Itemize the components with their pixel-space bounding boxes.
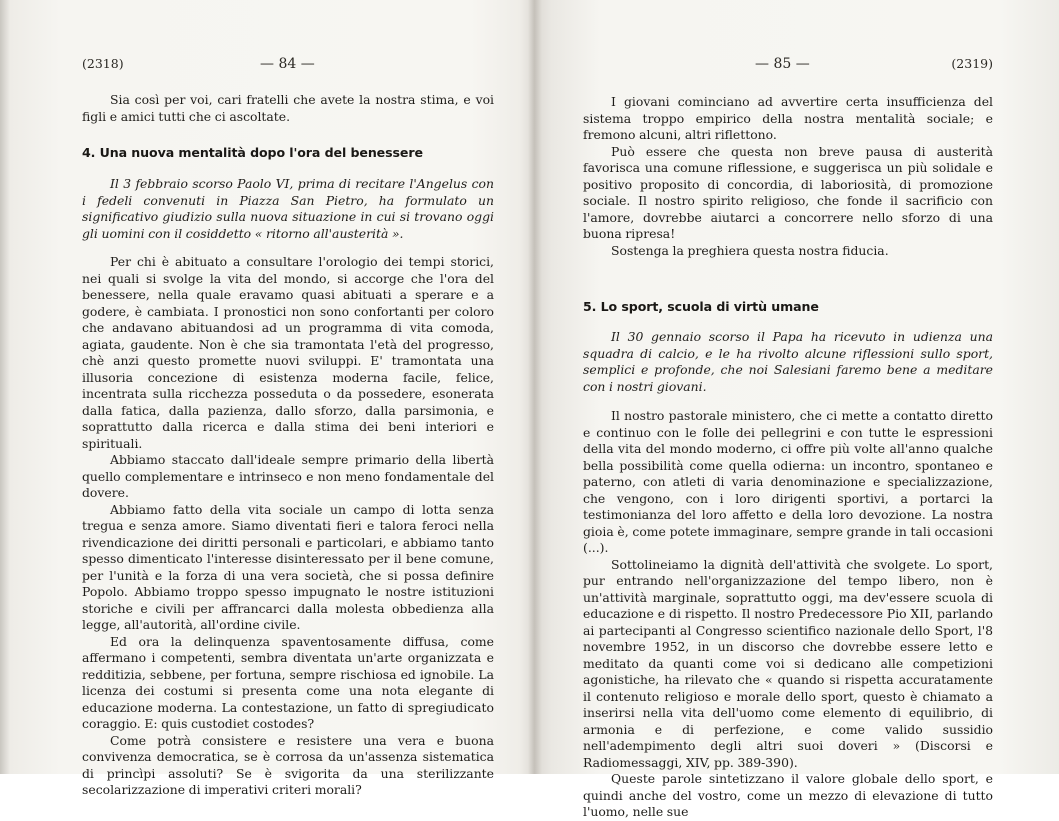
right-page: [583, 0, 993, 819]
left-page-number: — 84 —: [260, 56, 315, 72]
body-paragraph: Sottolineiamo la dignità dell'attività che svolgete. Lo sport, pur entrando nell'organizzazione del tempo libero, non è un'attività marginale, soprattutto oggi, ma dev'essere scuola di educazione e di rispetto. Il nostro Predecessore Pio XII, parlando ai partecipanti al Congresso scientifico nazionale dello Sport, l'8 novembre 1952, in un discorso che dovrebbe essere letto e meditato da quanti come voi si dedicano alle competizioni agonistiche, ha rilevato che « quando si rispetta accuratamente il contenuto religioso e morale dello sport, questo è chiamato a inserirsi nella vita dell'uomo come elemento di equilibrio, di armonia e di perfezione, e come valido sussidio nell'adempimento degli altri suoi doveri » (Discorsi e Radiomessaggi, XIV, pp. 389-390).: [583, 556, 993, 770]
body-paragraph: Queste parole sintetizzano il valore globale dello sport, e quindi anche del vostro, come un mezzo di elevazione di tutto l'uomo, nelle sue: [583, 771, 993, 819]
right-page-code: (2319): [951, 56, 993, 71]
body-paragraph: Abbiamo staccato dall'ideale sempre primario della libertà quello complementare e intrinseco e non meno fondamentale del dovere.: [82, 452, 494, 500]
left-page: [82, 0, 494, 797]
opening-paragraph: I giovani cominciano ad avvertire certa insufficienza del sistema troppo empirico della nostra mentalità sociale; e fremono alcuni, altri riflettono.: [583, 94, 993, 142]
section-heading-5: 5. Lo sport, scuola di virtù umane: [583, 299, 819, 314]
right-page-text: [583, 94, 993, 821]
opening-paragraph: Può essere che questa non breve pausa di austerità favorisca una comune riflessione, e suggerisca un più solidale e positivo proposito di concordia, di laboriosità, di promozione sociale. Il nostro spirito religioso, che fonde il sacrificio con l'amore, dovrebbe aiutarci a concorrere nello sforzo di una buona ripresa!: [583, 143, 993, 241]
left-page-code: (2318): [82, 56, 124, 71]
section-4-lead: Il 3 febbraio scorso Paolo VI, prima di recitare l'Angelus con i fedeli convenuti in Piazza San Pietro, ha formulato un significativo giudizio sulla nuova situazione in cui si trovano oggi gli uomini con il cosiddetto « ritorno all'austerità ».: [82, 176, 494, 241]
body-paragraph: Ed ora la delinquenza spaventosamente diffusa, come affermano i competenti, sembra diventata un'arte organizzata e redditizia, sebbene, per fortuna, sempre rischiosa ed ignobile. La licenza dei costumi si presenta come una nota elegante di educazione moderna. La contestazione, un fatto di spregiudicato coraggio. E: quis custodiet costodes?: [82, 633, 494, 731]
body-paragraph: Come potrà consistere e resistere una vera e buona convivenza democratica, se è corrosa da un'assenza sistematica di princìpi assoluti? Se è svigorita da una sterilizzante secolarizzazione di imperativi criteri morali?: [82, 732, 494, 797]
left-running-head: [82, 56, 494, 76]
right-running-head: [583, 56, 993, 76]
body-paragraph: Per chi è abituato a consultare l'orologio dei tempi storici, nei quali si svolge la vita del mondo, si accorge che l'ora del benessere, nella quale eravamo quasi abituati a sperare e a godere, è cambiata. I pronostici non sono confortanti per coloro che andavano abituandosi ad un programma di vita comoda, agiata, gaudente. Non è che sia tramontata l'età del progresso, chè anzi questo promette nuovi sviluppi. E' tramontata una illusoria concezione di esistenza moderna facile, felice, incentrata sulla ricchezza posseduta o da possedere, esonerata dalla fatica, dalla pazienza, dallo sforzo, dalla parsimonia, e soprattutto dalla ricerca e dalla stima dei beni interiori e spirituali.: [82, 254, 494, 451]
section-heading-4: 4. Una nuova mentalità dopo l'ora del benessere: [82, 145, 423, 160]
body-paragraph: Il nostro pastorale ministero, che ci mette a contatto diretto e continuo con le folle dei pellegrini e con tutte le espressioni della vita del mondo moderno, ci offre più volte all'anno qualche bella possibilità come quella odierna: un incontro, spontaneo e paterno, con atleti di varia denominazione e specializzazione, che vengono, con i loro dirigenti sportivi, a portarci la testimonianza del loro affetto e della loro devozione. La nostra gioia è, come potete immaginare, sempre grande in tali occasioni (...).: [583, 408, 993, 555]
opening-paragraph: Sia così per voi, cari fratelli che avete la nostra stima, e voi figli e amici tutti che ci ascoltate.: [82, 92, 494, 124]
body-paragraph: Abbiamo fatto della vita sociale un campo di lotta senza tregua e senza amore. Siamo diventati fieri e talora feroci nella rivendicazione dei diritti personali e particolari, e abbiamo tanto spesso dimenticato l'interesse disinteressato per il bene comune, per l'unità e la forza di una vera società, che si possa definire Popolo. Abbiamo troppo spesso impugnato le nostre istituzioni storiche e civili per affrancarci dalla molesta obbedienza alla legge, all'autorità, all'ordine civile.: [82, 501, 494, 632]
section-5-lead: Il 30 gennaio scorso il Papa ha ricevuto in udienza una squadra di calcio, e le ha rivolto alcune riflessioni sullo sport, semplici e profonde, che noi Salesiani faremo bene a meditare con i nostri giovani.: [583, 329, 993, 394]
book-gutter: [528, 0, 542, 774]
opening-paragraph: Sostenga la preghiera questa nostra fiducia.: [611, 242, 889, 258]
right-page-number: — 85 —: [755, 56, 810, 72]
left-page-text: [82, 92, 494, 799]
